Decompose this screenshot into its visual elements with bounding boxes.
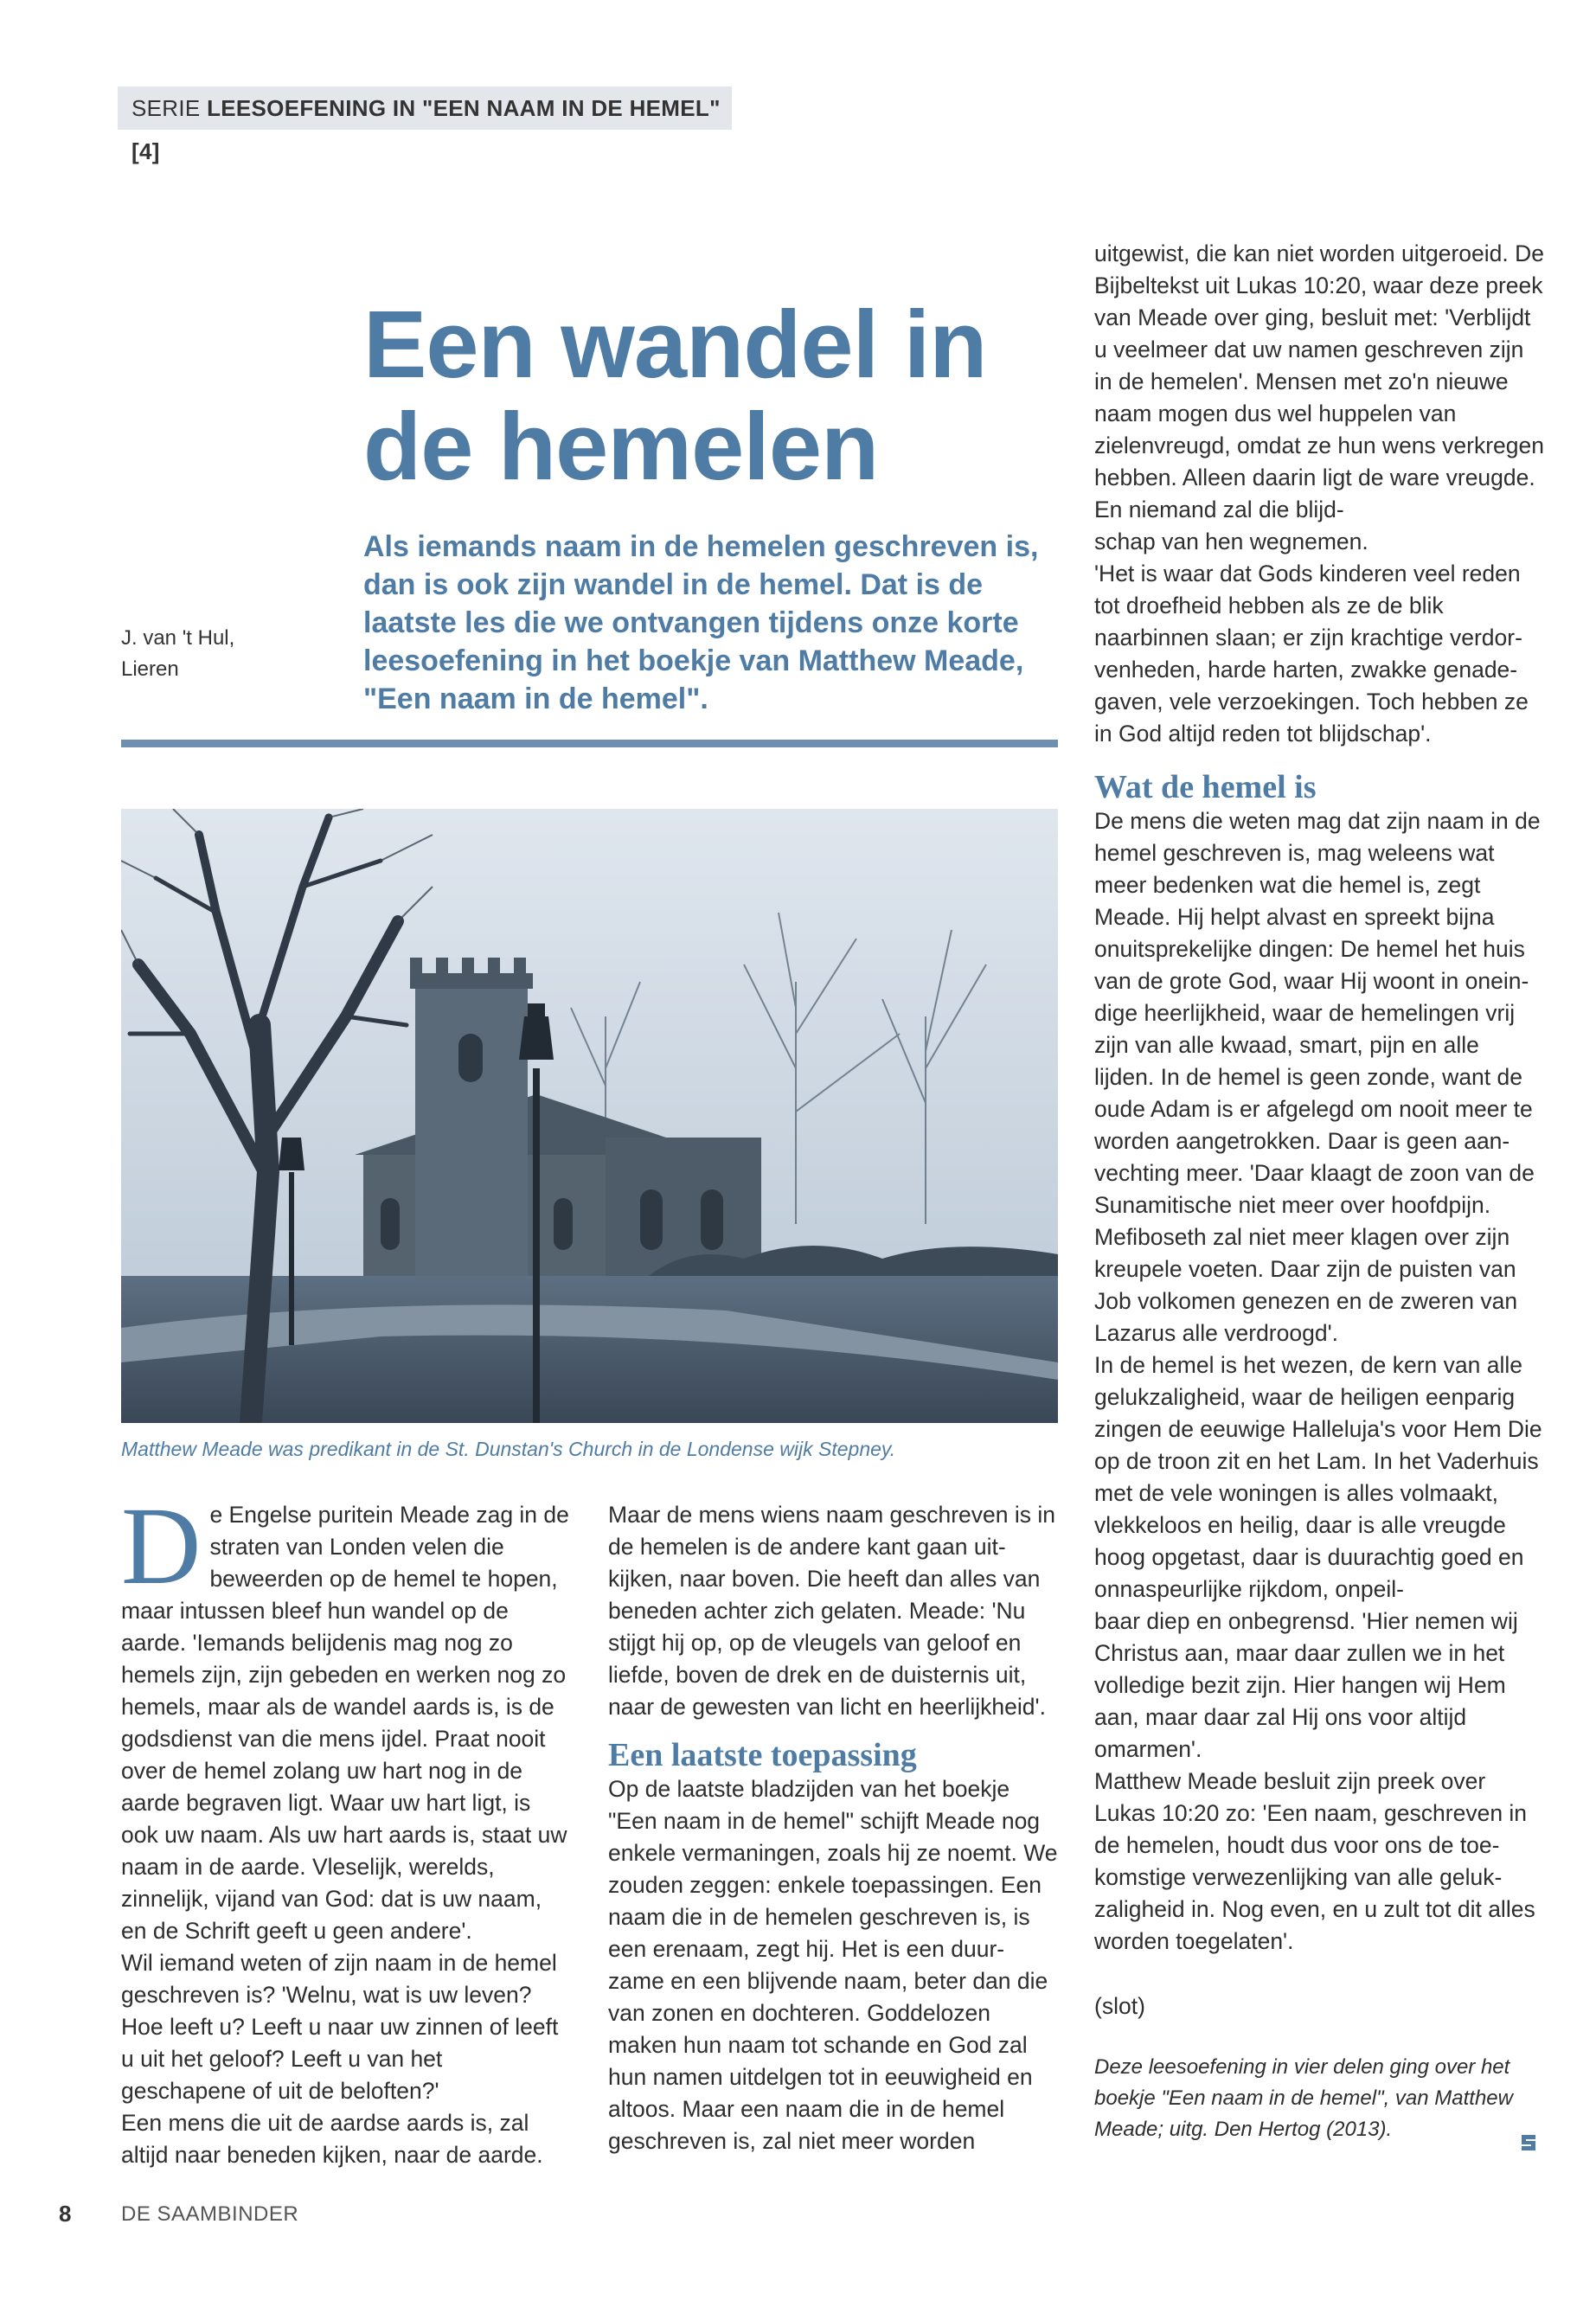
- paragraph: e Engelse puritein Meade zag in de straten van Londen velen die beweerden op de hemel te hopen, maar intussen bleef hun wandel op de aarde. 'Iemands belijdenis mag nog zo hemels zijn, zijn gebeden en werken nog zo hemels, maar als de wandel aards is, is de godsdienst van die mens ijdel. Praat nooit over de hemel zolang uw hart nog in de aarde begraven ligt. Waar uw hart ligt, is ook uw naam. Als uw hart aards is, staat uw naam in de aarde. Vleselijk, werelds, zinnelijk, vijand van God: dat is uw naam, en de Schrift geeft u geen andere'.: [121, 1502, 569, 1944]
- paragraph: De mens die weten mag dat zijn naam in de hemel geschreven is, mag weleens wat meer bedenken wat die hemel is, zegt Meade. Hij helpt alvast en spreekt bijna onuitsprekelijke dingen: De hemel het huis van de grote God, waar Hij woont in onein- dige heerlijkheid, waar de hemelingen vrij zijn van alle kwaad, smart, pijn en alle lijden. In de hemel is geen zonde, want de oude Adam is er afgelegd om nooit meer te worden aangetrokken. Daar is geen aan- vechting meer. 'Daar klaagt de zoon van de Sunamitische niet meer over hoofdpijn. Mefiboseth zal niet meer klagen over zijn kreupele voeten. Daar zijn de puisten van Job volkomen genezen en de zweren van Lazarus alle verdroogd'.: [1094, 808, 1541, 1346]
- paragraph: Maar de mens wiens naam geschreven is in de hemelen is de andere kant gaan uit- kijken, naar boven. Die heeft dan alles van beneden achter zich gelaten. Meade: 'Nu stijgt hij op, op de vleugels van geloof en liefde, boven de drek en de duisternis uit, naar de gewesten van licht en heerlijkheid'.: [608, 1502, 1055, 1720]
- paragraph: uitgewist, die kan niet worden uitgeroeid. De Bijbeltekst uit Lukas 10:20, waar deze preek van Meade over ging, besluit met: 'Verblijdt u veelmeer dat uw namen geschreven zijn in de hemelen'. Mensen met zo'n nieuwe naam mogen dus wel huppelen van zielenvreugd, omdat ze hun wens verkregen hebben. Alleen daarin ligt de ware vreugde. En niemand zal die blijd- schap van hen wegnemen.: [1094, 240, 1544, 554]
- end-mark-icon: [1518, 2132, 1539, 2153]
- article-lead: Als iemands naam in de hemelen geschreven is, dan is ook zijn wandel in de hemel. Dat is de laatste les die we ontvangen tijdens onze korte leesoefening in het boekje van Matthew Meade, "Een naam in de hemel".: [363, 530, 1039, 715]
- subheading-laatste-toepassing: Een laatste toepassing: [608, 1737, 917, 1773]
- paragraph: Op de laatste bladzijden van het boekje "Een naam in de hemel" schijft Meade nog enkele vermaningen, zoals hij ze noemt. We zouden zeggen: enkele toepassingen. Een naam die in de hemelen geschreven is, is een erenaam, zegt hij. Het is een duur- zame en een blijvende naam, beter dan die van zonen en dochteren. Goddelozen maken hun naam tot schande en God zal hun namen uitdelgen tot in eeuwigheid en altoos. Maar een naam die in de hemel geschreven is, zal niet meer worden: [608, 1776, 1058, 2154]
- author-byline: [121, 623, 311, 685]
- magazine-name: DE SAAMBINDER: [121, 2202, 299, 2226]
- page-number: 8: [59, 2201, 72, 2227]
- series-title: LEESOEFENING IN "EEN NAAM IN DE HEMEL" [4]: [131, 95, 721, 164]
- series-prefix: SERIE: [131, 95, 201, 121]
- author-name: J. van 't Hul,: [121, 626, 235, 650]
- drop-cap: D: [121, 1484, 202, 1607]
- title-line-2: de hemelen: [363, 394, 879, 500]
- church-photo-illustration: [121, 809, 1058, 1423]
- paragraph: Een mens die uit de aardse aards is, zal altijd naar beneden kijken, naar de aarde.: [121, 2110, 543, 2168]
- series-banner: [118, 87, 732, 164]
- paragraph: Matthew Meade besluit zijn preek over Lukas 10:20 zo: 'Een naam, geschreven in de hemelen, houdt dus voor ons de toe- komstige verwezenlijking van alle geluk- zaligheid in. Nog even, en u zult tot dit alles worden toegelaten'.: [1094, 1768, 1535, 1954]
- subheading-wat-de-hemel-is: Wat de hemel is: [1094, 769, 1317, 805]
- title-line-1: Een wandel in: [363, 292, 987, 398]
- series-note: Deze leesoefening in vier delen ging over het boekje "Een naam in de hemel", van Matthew Meade; uitg. Den Hertog (2013).: [1094, 2055, 1513, 2141]
- paragraph: 'Het is waar dat Gods kinderen veel reden tot droefheid hebben als ze de blik naarbinnen slaan; er zijn krachtige verdor- venheden, harde harten, zwakke genade- gaven, vele verzoekingen. Toch hebben ze in God altijd reden tot blijdschap'.: [1094, 561, 1529, 747]
- column-3: [1094, 238, 1544, 2145]
- column-1: [121, 1484, 571, 2171]
- slot-label: (slot): [1094, 1993, 1145, 2019]
- photo-caption: Matthew Meade was predikant in de St. Dunstan's Church in de Londense wijk Stepney.: [121, 1438, 896, 1460]
- author-place: Lieren: [121, 657, 179, 681]
- article-title: [363, 294, 1073, 498]
- header-rule: [121, 740, 1058, 747]
- church-photo: [121, 809, 1058, 1423]
- paragraph: In de hemel is het wezen, de kern van alle gelukzaligheid, waar de heiligen eenparig zingen de eeuwige Halleluja's voor Hem Die op de troon zit en het Lam. In het Vaderhuis met de vele woningen is alles volmaakt, vlekkeloos en heilig, daar is alle vreugde hoog opgetast, daar is duurachtig goed en onnaspeurlijke rijkdom, onpeil- baar diep en onbegrensd. 'Hier nemen wij Christus aan, maar daar zullen we in het volledige bezit zijn. Hier hangen wij Hem aan, maar daar zal Hij ons voor altijd omarmen'.: [1094, 1352, 1542, 1762]
- paragraph: Wil iemand weten of zijn naam in de hemel geschreven is? 'Welnu, wat is uw leven? Hoe leeft u? Leeft u naar uw zinnen of leeft u uit het geloof? Leeft u van het geschapene of uit de beloften?': [121, 1950, 559, 2104]
- column-2: [608, 1499, 1058, 2157]
